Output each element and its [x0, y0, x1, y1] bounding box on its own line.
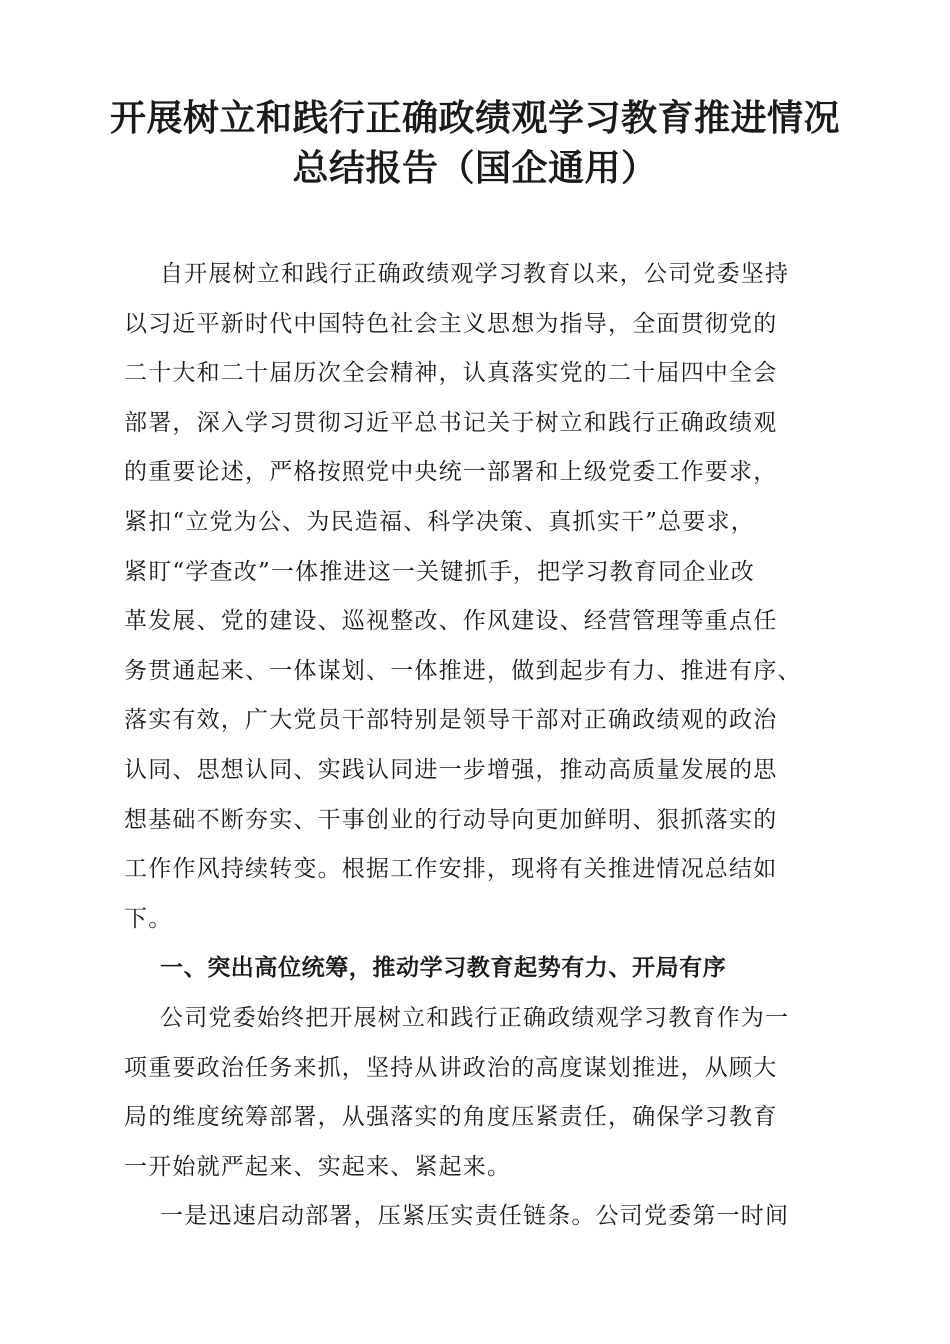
document-title-line-2: 总结报告（国企通用） [292, 147, 658, 189]
text-line: 紧盯“学查改”一体推进这一关键抓手，把学习教育同企业改 [124, 558, 755, 585]
text-line: 务贯通起来、一体谋划、一体推进，做到起步有力、推进有序、 [124, 657, 802, 684]
paragraph-point-1 [124, 1192, 824, 1242]
text-line: 一是迅速启动部署，压紧压实责任链条。公司党委第一时间 [160, 1203, 790, 1230]
text-line: 项重要政治任务来抓，坚持从讲政治的高度谋划推进，从顾大 [124, 1054, 778, 1081]
text-line: 认同、思想认同、实践认同进一步增强，推动高质量发展的思 [124, 756, 778, 783]
paragraph-intro [124, 250, 824, 944]
text-line: 二十大和二十届历次全会精神，认真落实党的二十届四中全会 [124, 360, 778, 387]
text-line: 以习近平新时代中国特色社会主义思想为指导，全面贯彻党的 [124, 310, 778, 337]
document-title-line-1: 开展树立和践行正确政绩观学习教育推进情况 [109, 97, 840, 139]
text-line: 下。 [124, 905, 173, 932]
text-line: 革发展、党的建设、巡视整改、作风建设、经营管理等重点任 [124, 608, 778, 635]
text-line: 紧扣“立党为公、为民造福、科学决策、真抓实干”总要求， [124, 508, 755, 535]
text-line: 想基础不断夯实、干事创业的行动导向更加鲜明、狠抓落实的 [124, 806, 778, 833]
text-line: 局的维度统筹部署，从强落实的角度压紧责任，确保学习教育 [124, 1104, 778, 1131]
text-line: 部署，深入学习贯彻习近平总书记关于树立和践行正确政绩观 [124, 409, 778, 436]
text-line: 落实有效，广大党员干部特别是领导干部对正确政绩观的政治 [124, 707, 778, 734]
document-body [124, 250, 824, 1242]
paragraph-section-1 [124, 994, 824, 1192]
text-line: 工作作风持续转变。根据工作安排，现将有关推进情况总结如 [124, 856, 778, 883]
text-line: 自开展树立和践行正确政绩观学习教育以来，公司党委坚持 [160, 261, 790, 287]
text-line: 公司党委始终把开展树立和践行正确政绩观学习教育作为一 [160, 1004, 790, 1031]
text-line: 的重要论述，严格按照党中央统一部署和上级党委工作要求， [124, 459, 778, 486]
text-line: 一开始就严起来、实起来、紧起来。 [124, 1153, 512, 1180]
section-heading-1: 一、突出高位统筹，推动学习教育起势有力、开局有序 [160, 955, 727, 982]
